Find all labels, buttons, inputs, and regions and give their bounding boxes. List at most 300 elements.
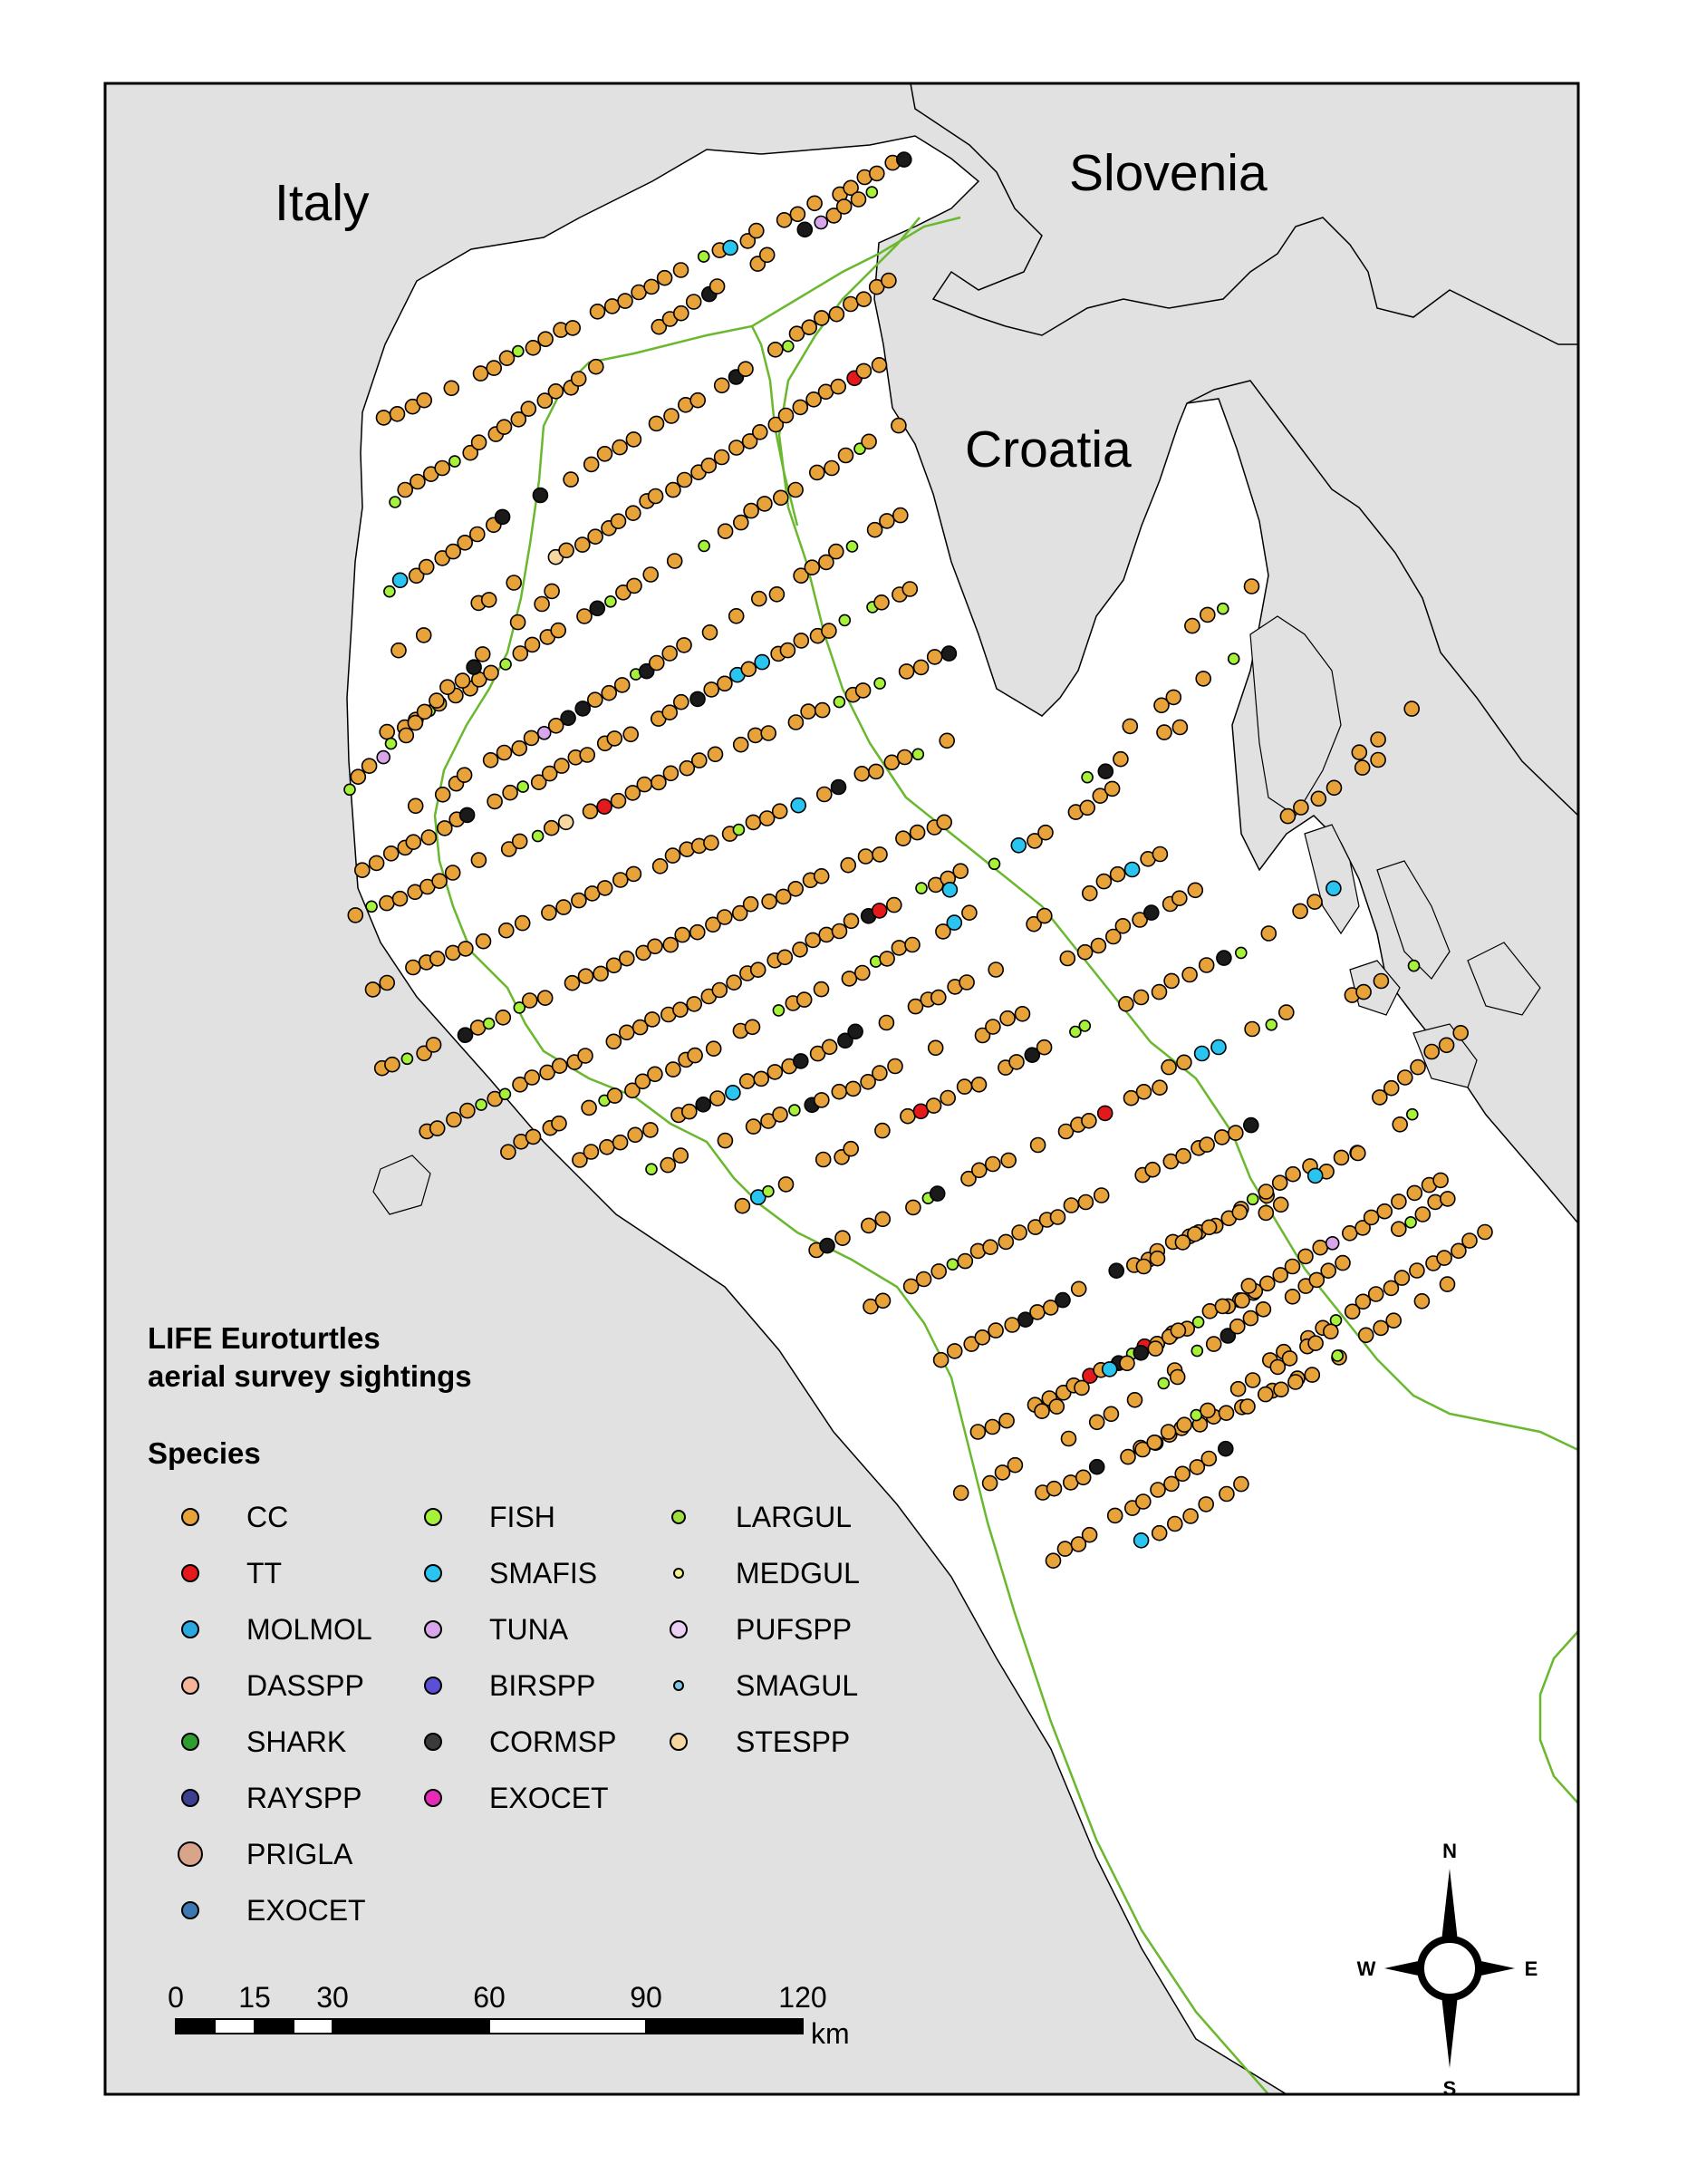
sighting-point bbox=[429, 693, 444, 708]
sighting-point bbox=[1128, 1393, 1142, 1407]
sighting-point bbox=[556, 900, 571, 914]
sighting-point bbox=[499, 1088, 510, 1099]
sighting-point bbox=[887, 898, 901, 913]
sighting-point bbox=[545, 821, 559, 836]
sighting-point bbox=[458, 536, 472, 550]
sighting-point bbox=[1324, 1324, 1338, 1338]
sighting-point bbox=[1245, 579, 1259, 594]
sighting-point bbox=[482, 593, 496, 607]
sighting-point bbox=[593, 966, 608, 981]
sighting-point bbox=[417, 628, 431, 643]
sighting-point bbox=[816, 1153, 831, 1167]
sighting-point bbox=[780, 643, 795, 658]
sighting-point bbox=[517, 781, 528, 792]
sighting-point bbox=[1440, 1038, 1454, 1052]
sighting-point bbox=[1369, 1287, 1383, 1301]
sighting-point bbox=[503, 786, 517, 800]
sighting-point bbox=[484, 753, 498, 768]
sighting-point bbox=[608, 1088, 622, 1103]
sighting-point bbox=[718, 524, 733, 538]
sighting-point bbox=[582, 1100, 596, 1115]
sighting-point bbox=[872, 358, 887, 372]
sighting-point bbox=[390, 497, 400, 507]
sighting-point bbox=[499, 923, 514, 938]
sighting-point bbox=[839, 449, 853, 463]
sighting-point bbox=[525, 1070, 539, 1085]
sighting-point bbox=[1080, 800, 1094, 815]
sighting-point bbox=[627, 578, 641, 593]
sighting-point bbox=[446, 865, 460, 880]
label-italy: Italy bbox=[275, 174, 370, 232]
sighting-point bbox=[650, 656, 664, 671]
sighting-point bbox=[1392, 1194, 1406, 1209]
legend-label-molmol: MOLMOL bbox=[246, 1613, 372, 1646]
sighting-point bbox=[856, 363, 871, 378]
sighting-point bbox=[1410, 1263, 1424, 1278]
sighting-point bbox=[646, 1164, 657, 1174]
sighting-point bbox=[623, 727, 638, 741]
sighting-point bbox=[727, 975, 741, 990]
sighting-point bbox=[1078, 1195, 1093, 1210]
sighting-point bbox=[645, 1012, 660, 1027]
sighting-point bbox=[533, 488, 547, 503]
sighting-point bbox=[1137, 1085, 1152, 1099]
sighting-point bbox=[577, 609, 592, 623]
legend-symbol-cormsp bbox=[425, 1734, 441, 1750]
sighting-point bbox=[1211, 1040, 1226, 1055]
sighting-point bbox=[674, 695, 689, 710]
sighting-point bbox=[953, 864, 968, 878]
sighting-point bbox=[513, 834, 527, 848]
sighting-point bbox=[1394, 1271, 1409, 1285]
sighting-point bbox=[947, 915, 961, 930]
sighting-point bbox=[1157, 725, 1171, 739]
sighting-point bbox=[1064, 1198, 1078, 1213]
sighting-point bbox=[501, 1145, 516, 1159]
sighting-point bbox=[1115, 919, 1130, 933]
sighting-point bbox=[747, 1119, 761, 1134]
sighting-point bbox=[1398, 1070, 1412, 1085]
sighting-point bbox=[718, 676, 732, 691]
sighting-point bbox=[815, 869, 829, 884]
sighting-point bbox=[580, 748, 594, 762]
sighting-point bbox=[545, 584, 559, 598]
sighting-point bbox=[874, 595, 889, 610]
sighting-point bbox=[1158, 1377, 1169, 1388]
sighting-point bbox=[644, 279, 659, 294]
sighting-point bbox=[607, 958, 622, 972]
sighting-point bbox=[1164, 973, 1179, 988]
sighting-point bbox=[690, 925, 705, 940]
sighting-point bbox=[444, 381, 458, 395]
sighting-point bbox=[805, 560, 819, 575]
sighting-point bbox=[460, 807, 475, 822]
sighting-point bbox=[1051, 1210, 1065, 1224]
sighting-point bbox=[1083, 1528, 1097, 1542]
sighting-point bbox=[1441, 1192, 1455, 1206]
sighting-point bbox=[417, 393, 431, 408]
sighting-point bbox=[1196, 672, 1210, 686]
sighting-point bbox=[612, 514, 626, 528]
sighting-point bbox=[1037, 1040, 1052, 1055]
sighting-point bbox=[523, 993, 537, 1008]
sighting-point bbox=[561, 710, 575, 725]
sighting-point bbox=[362, 759, 377, 773]
sighting-point bbox=[538, 991, 553, 1005]
sighting-point bbox=[934, 1353, 949, 1367]
sighting-point bbox=[516, 916, 530, 931]
sighting-point bbox=[790, 207, 805, 221]
sighting-point bbox=[872, 1066, 887, 1080]
sighting-point bbox=[628, 1127, 642, 1142]
sighting-point bbox=[958, 1079, 972, 1094]
sighting-point bbox=[823, 1039, 837, 1054]
sighting-point bbox=[1234, 1477, 1248, 1492]
sighting-point bbox=[583, 1145, 598, 1159]
sighting-point bbox=[847, 541, 858, 552]
sighting-point bbox=[954, 1485, 969, 1500]
sighting-point bbox=[598, 881, 612, 895]
sighting-point bbox=[779, 409, 794, 423]
sighting-point bbox=[521, 401, 535, 416]
legend-symbol-tt bbox=[182, 1565, 198, 1581]
sighting-point bbox=[496, 509, 510, 524]
sighting-point bbox=[1230, 1319, 1245, 1334]
legend-label-medgul: MEDGUL bbox=[736, 1557, 860, 1590]
sighting-point bbox=[487, 794, 502, 808]
sighting-point bbox=[1075, 1380, 1089, 1395]
sighting-point bbox=[1245, 1022, 1259, 1037]
sighting-point bbox=[512, 741, 526, 756]
sighting-point bbox=[1171, 1323, 1185, 1338]
sighting-point bbox=[1308, 1336, 1323, 1350]
sighting-point bbox=[651, 775, 666, 789]
sighting-point bbox=[1258, 1184, 1273, 1199]
sighting-point bbox=[1433, 1173, 1448, 1187]
sighting-point bbox=[738, 362, 753, 376]
sighting-point bbox=[983, 1240, 998, 1254]
sighting-point bbox=[1177, 1055, 1191, 1069]
sighting-point bbox=[985, 1420, 999, 1435]
sighting-point bbox=[1200, 607, 1215, 622]
sighting-point bbox=[380, 896, 394, 911]
sighting-point bbox=[575, 537, 590, 552]
sighting-point bbox=[696, 1097, 710, 1112]
sighting-point bbox=[649, 489, 663, 504]
sighting-point bbox=[1374, 974, 1388, 989]
sighting-point bbox=[1090, 1415, 1104, 1429]
sighting-point bbox=[366, 901, 377, 912]
sighting-point bbox=[648, 939, 662, 953]
sighting-point bbox=[1305, 1367, 1319, 1382]
sighting-point bbox=[1168, 1517, 1182, 1532]
sighting-point bbox=[1437, 1251, 1451, 1265]
sighting-point bbox=[773, 1005, 784, 1016]
sighting-point bbox=[734, 738, 748, 752]
sighting-point bbox=[882, 274, 896, 288]
sighting-point bbox=[597, 799, 612, 814]
sighting-point bbox=[844, 1142, 858, 1156]
scale-tick-0: 0 bbox=[168, 1981, 184, 2014]
sighting-point bbox=[1371, 732, 1385, 747]
legend-symbol-stespp bbox=[670, 1734, 687, 1750]
sighting-point bbox=[662, 705, 677, 720]
sighting-point bbox=[755, 655, 769, 670]
sighting-point bbox=[905, 938, 920, 952]
sighting-point bbox=[1311, 791, 1326, 806]
sighting-point bbox=[692, 753, 707, 768]
sighting-point bbox=[471, 853, 486, 867]
sighting-point bbox=[761, 726, 776, 740]
sighting-point bbox=[931, 1264, 946, 1279]
sighting-point bbox=[440, 680, 455, 694]
sighting-point bbox=[916, 883, 927, 894]
sighting-point bbox=[682, 1105, 697, 1119]
sighting-point bbox=[999, 1414, 1014, 1428]
legend-symbol-fish bbox=[425, 1509, 441, 1525]
sighting-point bbox=[718, 1134, 732, 1148]
sighting-point bbox=[972, 1163, 987, 1177]
sighting-point bbox=[533, 831, 544, 842]
sighting-point bbox=[793, 942, 807, 957]
sighting-point bbox=[875, 1212, 890, 1226]
sighting-point bbox=[1352, 745, 1366, 759]
sighting-point bbox=[777, 213, 792, 227]
sighting-point bbox=[928, 650, 942, 664]
sighting-point bbox=[852, 192, 866, 207]
sighting-point bbox=[975, 1330, 989, 1345]
sighting-point bbox=[1286, 1290, 1300, 1304]
legend-symbol-exocet bbox=[182, 1902, 198, 1918]
sighting-point bbox=[687, 295, 701, 309]
sighting-point bbox=[663, 938, 678, 952]
sighting-point bbox=[430, 952, 445, 966]
sighting-point bbox=[572, 372, 586, 386]
sighting-point bbox=[859, 849, 873, 864]
sighting-point bbox=[552, 1116, 566, 1131]
sighting-point bbox=[1241, 1279, 1256, 1293]
sighting-point bbox=[788, 715, 803, 730]
legend-symbol-exocet bbox=[425, 1790, 441, 1806]
sighting-point bbox=[718, 910, 732, 924]
sighting-point bbox=[763, 1186, 774, 1197]
sighting-point bbox=[626, 506, 641, 520]
sighting-point bbox=[762, 894, 776, 909]
sighting-point bbox=[472, 435, 487, 449]
sighting-point bbox=[942, 883, 957, 897]
sighting-point bbox=[794, 1054, 808, 1068]
sighting-point bbox=[1113, 752, 1128, 767]
sighting-point bbox=[1279, 1005, 1294, 1020]
sighting-point bbox=[988, 962, 1003, 977]
sighting-point bbox=[862, 1218, 876, 1232]
sighting-point bbox=[1307, 894, 1322, 909]
sighting-point bbox=[678, 473, 692, 488]
sighting-point bbox=[380, 976, 394, 991]
sighting-point bbox=[917, 1272, 931, 1287]
sighting-point bbox=[833, 924, 847, 939]
sighting-point bbox=[896, 831, 911, 846]
sighting-point bbox=[380, 725, 394, 739]
sighting-point bbox=[1172, 891, 1187, 905]
sighting-point bbox=[941, 646, 956, 661]
sighting-point bbox=[477, 934, 491, 949]
sighting-point bbox=[1286, 1167, 1300, 1182]
sighting-point bbox=[476, 1099, 487, 1110]
sighting-point bbox=[1166, 690, 1181, 704]
map-title-line1: LIFE Euroturtles bbox=[148, 1321, 381, 1355]
sighting-point bbox=[606, 1034, 621, 1049]
sighting-point bbox=[783, 341, 794, 352]
sighting-point bbox=[458, 1028, 473, 1042]
sighting-point bbox=[612, 794, 626, 808]
legend-label-smafis: SMAFIS bbox=[489, 1557, 598, 1590]
sighting-point bbox=[690, 691, 705, 706]
sighting-point bbox=[805, 933, 820, 947]
sighting-point bbox=[815, 982, 829, 997]
sighting-point bbox=[579, 969, 593, 983]
sighting-point bbox=[401, 1053, 412, 1064]
sighting-point bbox=[1235, 1293, 1249, 1308]
sighting-point bbox=[506, 575, 521, 590]
sighting-point bbox=[1261, 926, 1276, 941]
sighting-point bbox=[862, 434, 876, 449]
sighting-point bbox=[898, 750, 912, 765]
sighting-point bbox=[1351, 1146, 1365, 1161]
sighting-point bbox=[366, 982, 381, 997]
legend-symbol-birspp bbox=[425, 1677, 441, 1694]
scale-segment bbox=[333, 2019, 489, 2034]
sighting-point bbox=[746, 815, 760, 829]
sighting-point bbox=[892, 419, 906, 433]
sighting-point bbox=[930, 1186, 945, 1201]
sighting-point bbox=[937, 815, 951, 829]
sighting-point bbox=[1392, 1222, 1406, 1236]
sighting-point bbox=[484, 1019, 495, 1029]
sighting-point bbox=[535, 597, 549, 612]
sighting-point bbox=[749, 224, 764, 238]
sighting-point bbox=[866, 187, 877, 198]
legend-symbol-rayspp bbox=[182, 1790, 198, 1806]
legend-label-shark: SHARK bbox=[246, 1725, 347, 1758]
sighting-point bbox=[1191, 1346, 1202, 1357]
map-title-line2: aerial survey sightings bbox=[148, 1359, 472, 1393]
sighting-point bbox=[1152, 985, 1167, 1000]
scale-bar-segments bbox=[176, 2019, 803, 2034]
sighting-point bbox=[1374, 1320, 1388, 1335]
sighting-point bbox=[794, 633, 808, 648]
sighting-point bbox=[377, 411, 391, 425]
sighting-point bbox=[699, 251, 709, 262]
sighting-point bbox=[1294, 800, 1308, 815]
sighting-point bbox=[1094, 1188, 1109, 1203]
sighting-point bbox=[583, 804, 598, 818]
sighting-point bbox=[391, 643, 406, 658]
sighting-point bbox=[844, 913, 859, 928]
scale-tick-120: 120 bbox=[778, 1981, 827, 2014]
legend-symbol-molmol bbox=[182, 1621, 198, 1638]
sighting-point bbox=[677, 638, 691, 652]
sighting-point bbox=[1119, 997, 1133, 1011]
sighting-point bbox=[815, 703, 830, 718]
sighting-point bbox=[613, 873, 628, 887]
sighting-point bbox=[817, 788, 832, 802]
legend-label-tt: TT bbox=[246, 1557, 283, 1590]
sighting-point bbox=[1256, 1302, 1270, 1317]
sighting-point bbox=[1049, 1399, 1064, 1414]
legend-label-pufspp: PUFSPP bbox=[736, 1613, 853, 1646]
sighting-point bbox=[768, 343, 783, 357]
sighting-point bbox=[551, 623, 565, 638]
sighting-point bbox=[972, 1078, 987, 1092]
sighting-point bbox=[1229, 1126, 1243, 1140]
sighting-point bbox=[674, 263, 689, 277]
sighting-point bbox=[729, 440, 744, 455]
sighting-point bbox=[760, 247, 775, 262]
sighting-point bbox=[605, 596, 616, 607]
sighting-point bbox=[660, 1158, 675, 1173]
sighting-point bbox=[377, 751, 390, 764]
sighting-point bbox=[1453, 1026, 1468, 1040]
sighting-point bbox=[777, 950, 792, 964]
sighting-point bbox=[912, 749, 923, 759]
sighting-point bbox=[355, 863, 370, 877]
sighting-point bbox=[726, 1086, 740, 1100]
legend-label-prigla: PRIGLA bbox=[246, 1838, 353, 1870]
sighting-point bbox=[754, 1071, 768, 1086]
sighting-point bbox=[410, 475, 425, 489]
sighting-point bbox=[856, 683, 871, 698]
sighting-point bbox=[740, 1074, 755, 1088]
sighting-point bbox=[822, 623, 836, 638]
sighting-point bbox=[970, 1425, 985, 1439]
sighting-point bbox=[542, 905, 556, 920]
sighting-point bbox=[643, 567, 658, 582]
sighting-point bbox=[948, 1344, 962, 1358]
sighting-point bbox=[666, 483, 680, 498]
sighting-point bbox=[626, 866, 641, 881]
sighting-point bbox=[1258, 1205, 1273, 1220]
sighting-point bbox=[1047, 1482, 1062, 1496]
sighting-point bbox=[880, 514, 894, 528]
sighting-point bbox=[911, 826, 925, 840]
sighting-point bbox=[1404, 701, 1419, 716]
sighting-point bbox=[526, 1129, 541, 1144]
sighting-point bbox=[1244, 1118, 1258, 1133]
sighting-point bbox=[1260, 1276, 1275, 1290]
sighting-point bbox=[709, 747, 723, 761]
sighting-point bbox=[1011, 838, 1026, 853]
sighting-point bbox=[983, 1476, 998, 1491]
sighting-point bbox=[1288, 1375, 1303, 1389]
sighting-point bbox=[687, 997, 701, 1011]
sighting-point bbox=[1327, 780, 1342, 795]
sighting-point bbox=[1091, 939, 1105, 953]
sighting-point bbox=[421, 830, 436, 845]
sighting-point bbox=[820, 1239, 834, 1253]
sighting-point bbox=[1246, 1373, 1260, 1387]
sighting-point bbox=[1462, 1233, 1477, 1248]
sighting-point bbox=[1377, 1204, 1392, 1219]
sighting-point bbox=[837, 199, 852, 214]
sighting-point bbox=[824, 461, 839, 476]
sighting-point bbox=[653, 859, 668, 874]
sighting-point bbox=[879, 1016, 893, 1030]
sighting-point bbox=[664, 409, 679, 423]
sighting-point bbox=[767, 1065, 782, 1079]
sighting-point bbox=[876, 1293, 891, 1308]
sighting-point bbox=[1293, 904, 1307, 918]
